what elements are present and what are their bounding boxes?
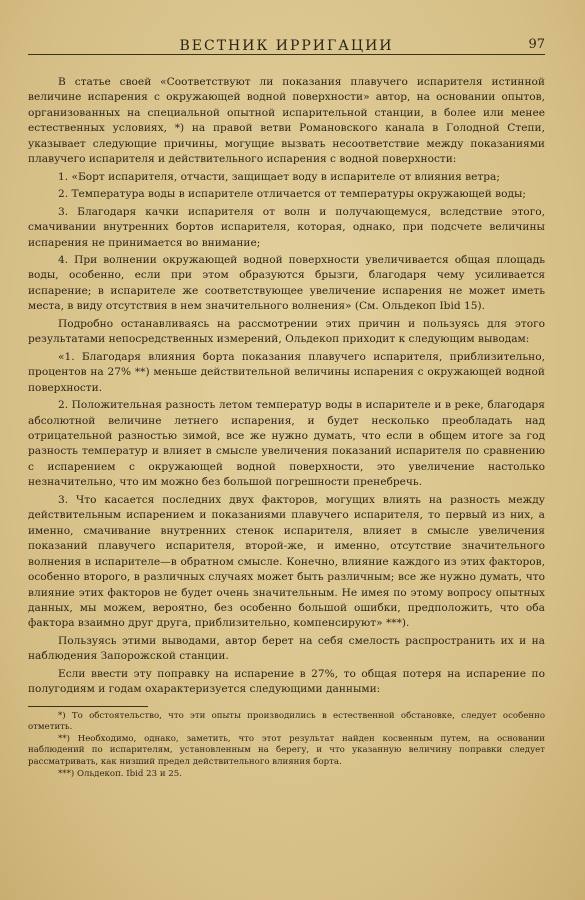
footnotes (28, 711, 545, 781)
body-text (28, 75, 545, 698)
journal-title: ВЕСТНИК ИРРИГАЦИИ (179, 38, 394, 54)
paragraph-cause-3: 3. Благодаря качки испарителя от волн и получающемуся, вследствие этого, смачивании внутренних бортов испарителя, которая, однако, при подсчете величины испарения не принимается во внимание; (28, 205, 545, 249)
paragraph-cause-2: 2. Температура воды в испарителе отличается от температуры окружающей воды; (58, 188, 526, 201)
paragraph-transition: Подробно останавливаясь на рассмотрении этих причин и пользуясь для этого результатами непосредственных измерений, Ольдекоп приходит к следующим выводам: (28, 317, 545, 346)
footnote-2: **) Необходимо, однако, заметить, что этот результат найден косвенным путем, на основании наблюдений по испарителям, установленным на берегу, и что указанную величину поправки следует рассматривать, как низший предел действительного влияния борта. (28, 733, 545, 768)
running-header (28, 30, 545, 55)
paragraph-conclusion-1: «1. Благодаря влияния борта показания плавучего испарителя, приблизительно, процентов на 27% **) меньше действительной величины испарения с окружающей водной поверхности. (28, 350, 545, 394)
footnote-1: *) То обстоятельство, что эти опыты производились в естественной обстановке, следует особенно отметить. (28, 710, 545, 733)
paragraph-correction: Если ввести эту поправку на испарение в 27%, то общая потеря на испарение по полугодиям и годам охарактеризуется следующими данными: (28, 667, 545, 696)
paragraph-intro: В статье своей «Соответствуют ли показания плавучего испарителя истинной величине испарения с окружающей водной поверхности» автор, на основании опытов, организованных на специальной опытной испарительной станции, в более или менее естественных условиях, *) на правой ветви Романовского канала в Голодной Степи, указывает следующие причины, могущие вызвать несоответствие между показаниями плавучего испарителя и действительного испарения с водной поверхности: (28, 76, 545, 166)
paragraph-application: Пользуясь этими выводами, автор берет на себя смелость распространить их и на наблюдения Запорожской станции. (28, 634, 545, 663)
paragraph-conclusion-3: 3. Что касается последних двух факторов, могущих влиять на разность между действительным испарением и показаниями плавучего испарителя, то первый из них, а именно, смачивание внутренних стенок испарителя, влияет в смысле увеличения показаний плавучего испарителя, второй-же, и именно, отсутствие значительного волнения в испарителе—в обратном смысле. Конечно, влияние каждого из этих факторов, особенно второго, в различных случаях может быть различным; все же нужно думать, что влияние этих факторов не будет очень значительным. Не имея по этому вопросу опытных данных, мы можем, вероятно, без особенно большой ошибки, предположить, что оба фактора взаимно друг друга, приблизительно, компенсируют» ***). (28, 493, 545, 630)
paragraph-conclusion-2: 2. Положительная разность летом температур воды в испарителе и в реке, благодаря абсолютной величине летнего испарения, и будет несколько преобладать над отрицательной разностью зимой, все же нужно думать, что если в общем итоге за год разность температур и влияет в смысле увеличения показаний испарителя по сравнению с испарением с окружающей водной поверхности, это увеличение настолько незначительно, что им можно без большой погрешности пренебречь. (28, 399, 545, 489)
paragraph-cause-4: 4. При волнении окружающей водной поверхности увеличивается общая площадь воды, особенно, если при этом образуются брызги, благодаря чему усиливается испарение; в испарителе же соответствующее увеличение испарения не может иметь места, в виду отсутствия в нем значительного волнения» (См. Ольдекоп Ibid 15). (28, 253, 545, 313)
page-number: 97 (528, 37, 545, 52)
footnote-3: ***) Ольдекоп. Ibid 23 и 25. (58, 768, 182, 779)
paragraph-cause-1: 1. «Борт испарителя, отчасти, защищает воду в испарителе от влияния ветра; (58, 170, 500, 183)
